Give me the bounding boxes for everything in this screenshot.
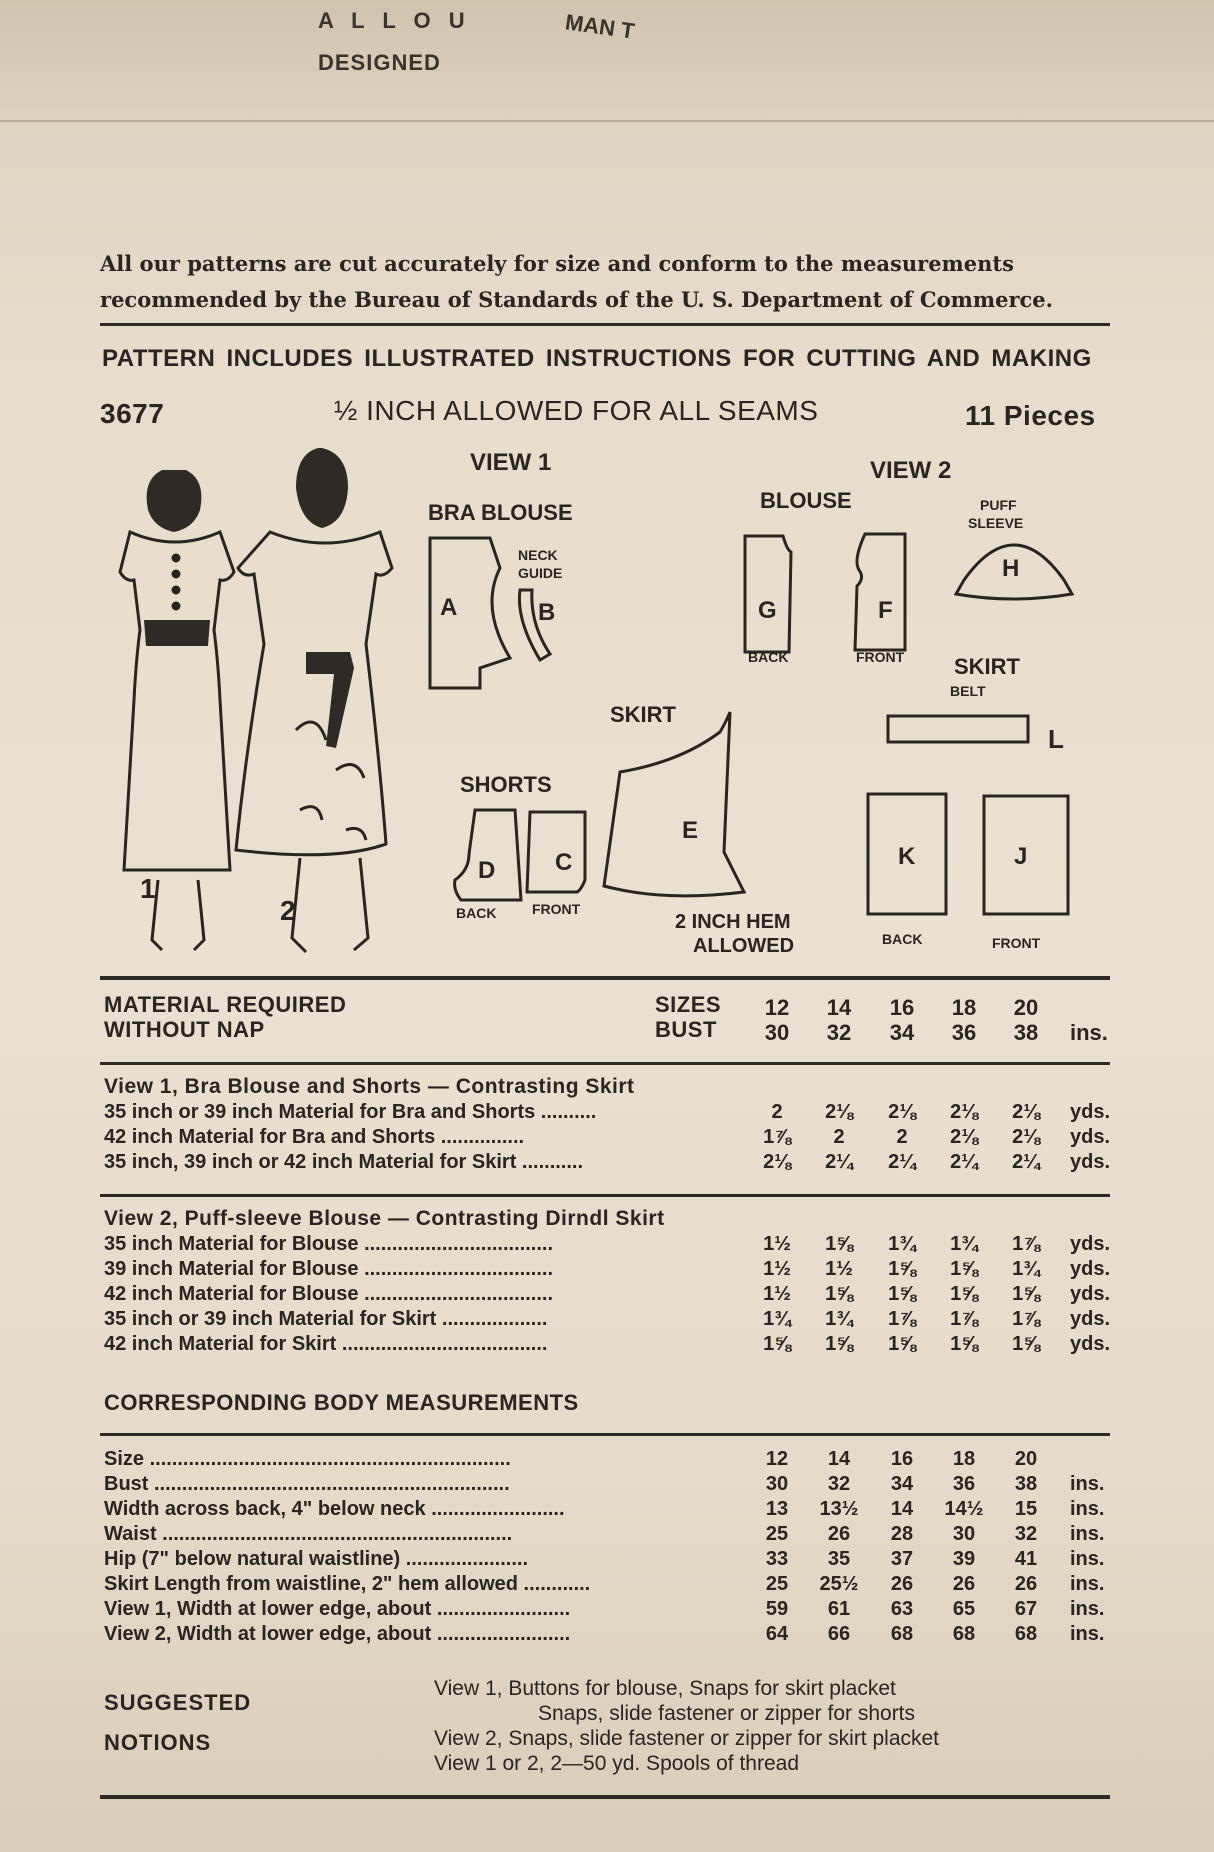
view2-material-description: 35 inch Material for Blouse ..................................: [104, 1233, 553, 1255]
body-measurement-unit: ins.: [1070, 1523, 1105, 1545]
divider: [100, 1062, 1110, 1065]
body-measurement-description: Size .................................................................: [104, 1448, 511, 1470]
body-measurement-unit: ins.: [1070, 1548, 1105, 1570]
divider: [100, 976, 1110, 980]
body-measurement-value: 65: [952, 1598, 976, 1620]
bust-36: 36: [951, 1020, 977, 1045]
view2-material-value: 1⅝: [950, 1283, 978, 1305]
piece-label-b: B: [538, 599, 556, 626]
view-2-label: VIEW 2: [870, 457, 952, 484]
body-measurement-description: View 2, Width at lower edge, about ........................: [104, 1623, 571, 1645]
blouse-front-label: FRONT: [856, 649, 905, 665]
view1-material-value: 2¼: [950, 1151, 978, 1173]
body-measurement-description: Skirt Length from waistline, 2" hem allowed ............: [104, 1573, 591, 1595]
piece-label-g: G: [758, 597, 777, 624]
includes-heading: PATTERN INCLUDES ILLUSTRATED INSTRUCTIONS FOR CUTTING AND MAKING: [102, 345, 1092, 372]
material-title-1: MATERIAL REQUIRED: [104, 992, 347, 1017]
body-measurement-unit: ins.: [1070, 1573, 1105, 1595]
piece-count: 11 Pieces: [965, 400, 1096, 431]
view2-material-value: 1⅞: [1012, 1308, 1040, 1330]
notions-line-2: Snaps, slide fastener or zipper for shorts: [538, 1702, 916, 1725]
view1-material-value: 2⅛: [950, 1126, 978, 1148]
view2-material-unit: yds.: [1070, 1283, 1111, 1305]
view1-material-value: 1⅞: [763, 1126, 791, 1148]
notions-label-1: SUGGESTED: [104, 1690, 252, 1715]
body-measurement-value: 16: [890, 1448, 914, 1470]
body-measurement-value: 26: [890, 1573, 914, 1595]
body-measurement-value: 59: [765, 1598, 789, 1620]
piece-label-c: C: [555, 849, 573, 876]
body-measurement-description: View 1, Width at lower edge, about ........................: [104, 1598, 571, 1620]
seam-allowance: ½ INCH ALLOWED FOR ALL SEAMS: [334, 395, 819, 426]
body-measurement-value: 14: [827, 1448, 851, 1470]
body-measurement-value: 25½: [819, 1573, 859, 1595]
body-measurement-value: 30: [952, 1523, 976, 1545]
body-measurement-value: 68: [1014, 1623, 1038, 1645]
view1-material-value: 2⅛: [950, 1101, 978, 1123]
notions-label-2: NOTIONS: [104, 1730, 212, 1755]
bust-34: 34: [889, 1020, 915, 1045]
piece-label-h: H: [1002, 555, 1020, 582]
body-measurement-unit: ins.: [1070, 1598, 1105, 1620]
bust-30: 30: [764, 1020, 790, 1045]
body-measurement-value: 26: [1014, 1573, 1038, 1595]
view1-material-description: 35 inch, 39 inch or 42 inch Material for Skirt ...........: [104, 1151, 584, 1173]
body-measurement-unit: ins.: [1070, 1623, 1105, 1645]
body-measurement-value: 63: [890, 1598, 914, 1620]
view2-material-value: 1⅝: [950, 1258, 978, 1280]
view2-material-unit: yds.: [1070, 1308, 1111, 1330]
size-16: 16: [889, 995, 915, 1020]
body-measurement-value: 68: [952, 1623, 976, 1645]
pattern-diagram: [100, 440, 1110, 960]
body-measurement-value: 25: [765, 1573, 789, 1595]
skirt-view2-label: SKIRT: [954, 654, 1020, 679]
piece-label-a: A: [440, 594, 458, 621]
divider: [100, 1194, 1110, 1197]
view1-material-value: 2⅛: [825, 1101, 853, 1123]
body-measurement-description: Bust ................................................................: [104, 1473, 510, 1495]
view2-material-value: 1½: [763, 1233, 791, 1255]
view1-material-value: 2⅛: [1012, 1101, 1040, 1123]
body-measurement-value: 13: [765, 1498, 789, 1520]
body-measurement-description: Width across back, 4" below neck ........................: [104, 1498, 565, 1520]
view2-material-description: 42 inch Material for Skirt .....................................: [104, 1333, 548, 1355]
body-measurement-value: 41: [1014, 1548, 1038, 1570]
piece-label-f: F: [878, 597, 893, 624]
shorts-back-label: BACK: [456, 905, 497, 921]
body-measurement-value: 66: [827, 1623, 851, 1645]
view2-material-unit: yds.: [1070, 1233, 1111, 1255]
skirt-front-label: FRONT: [992, 935, 1041, 951]
body-measurement-value: 13½: [819, 1498, 859, 1520]
body-measurement-value: 33: [765, 1548, 789, 1570]
body-measurement-value: 26: [952, 1573, 976, 1595]
view1-material-description: 42 inch Material for Bra and Shorts ...............: [104, 1126, 525, 1148]
view2-material-value: 1⅞: [950, 1308, 978, 1330]
body-measurement-description: Hip (7" below natural waistline) ......................: [104, 1548, 528, 1570]
body-measurement-value: 18: [952, 1448, 976, 1470]
view2-material-title: View 2, Puff-sleeve Blouse — Contrasting Dirndl Skirt: [104, 1207, 665, 1230]
view2-material-description: 39 inch Material for Blouse ..................................: [104, 1258, 553, 1280]
view-1-label: VIEW 1: [470, 449, 552, 476]
view2-material-value: 1¾: [888, 1233, 916, 1255]
intro-text: [100, 246, 1110, 318]
hem-note-1: 2 INCH HEM: [675, 911, 791, 933]
body-measurement-unit: ins.: [1070, 1498, 1105, 1520]
body-measurement-value: 14½: [944, 1498, 984, 1520]
size-12: 12: [764, 995, 790, 1020]
body-measurements-title: CORRESPONDING BODY MEASUREMENTS: [104, 1390, 579, 1415]
neck-guide-label-2: GUIDE: [518, 565, 563, 581]
bust-label: BUST: [655, 1017, 717, 1042]
view2-material-value: 1½: [825, 1258, 853, 1280]
view1-material-unit: yds.: [1070, 1101, 1111, 1123]
body-measurement-value: 26: [827, 1523, 851, 1545]
neck-guide-label-1: NECK: [518, 547, 558, 563]
body-measurement-unit: ins.: [1070, 1473, 1105, 1495]
view2-material-description: 42 inch Material for Blouse ..................................: [104, 1283, 553, 1305]
size-18: 18: [951, 995, 977, 1020]
flap-text-1: A L L O U: [318, 8, 471, 33]
skirt-back-label: BACK: [882, 931, 923, 947]
belt-label: BELT: [950, 683, 986, 699]
puff-sleeve-label-1: PUFF: [980, 497, 1017, 513]
view2-material-value: 1⅝: [825, 1233, 853, 1255]
view2-material-value: 1⅝: [1012, 1333, 1040, 1355]
view2-material-value: 1⅝: [825, 1283, 853, 1305]
view2-material-value: 1⅝: [888, 1283, 916, 1305]
view1-material-value: 2: [771, 1101, 783, 1123]
blouse-back-label: BACK: [748, 649, 789, 665]
view1-material-value: 2: [833, 1126, 845, 1148]
notions-line-1: View 1, Buttons for blouse, Snaps for skirt placket: [434, 1677, 896, 1700]
body-measurement-value: 15: [1014, 1498, 1038, 1520]
view2-material-value: 1⅝: [888, 1258, 916, 1280]
body-measurement-value: 61: [827, 1598, 851, 1620]
body-measurement-value: 14: [890, 1498, 914, 1520]
view2-material-value: 1½: [763, 1283, 791, 1305]
view2-material-value: 1⅝: [1012, 1283, 1040, 1305]
body-measurement-description: Waist ...............................................................: [104, 1523, 513, 1545]
body-measurement-value: 20: [1014, 1448, 1038, 1470]
intro-line-2: recommended by the Bureau of Standards of the U. S. Department of Commerce.: [100, 287, 1053, 312]
blouse-label: BLOUSE: [760, 488, 852, 513]
divider: [100, 1433, 1110, 1436]
body-measurement-value: 64: [765, 1623, 789, 1645]
body-measurement-value: 32: [1014, 1523, 1038, 1545]
view2-material-value: 1⅞: [888, 1308, 916, 1330]
view1-material-value: 2¼: [888, 1151, 916, 1173]
envelope-flap: [0, 0, 1214, 122]
view1-material-title: View 1, Bra Blouse and Shorts — Contrasting Skirt: [104, 1075, 635, 1098]
view2-material-value: 1⅞: [1012, 1233, 1040, 1255]
body-measurement-value: 38: [1014, 1473, 1038, 1495]
figure-1-illustration: [120, 470, 234, 950]
piece-label-d: D: [478, 857, 496, 884]
bra-blouse-label: BRA BLOUSE: [428, 500, 573, 525]
flap-text-1b: MAN T: [563, 9, 637, 44]
body-measurement-value: 37: [890, 1548, 914, 1570]
flap-text-2: DESIGNED: [318, 50, 441, 75]
figure-1-label: 1: [140, 873, 156, 904]
piece-label-k: K: [898, 843, 916, 870]
body-measurement-value: 34: [890, 1473, 914, 1495]
view2-material-value: 1¾: [1012, 1258, 1040, 1280]
bust-38: 38: [1013, 1020, 1039, 1045]
view1-material-value: 2: [896, 1126, 908, 1148]
body-measurement-value: 30: [765, 1473, 789, 1495]
view1-material-value: 2⅛: [763, 1151, 791, 1173]
body-measurement-value: 68: [890, 1623, 914, 1645]
divider: [100, 323, 1110, 326]
shorts-label: SHORTS: [460, 772, 552, 797]
view2-material-value: 1¾: [950, 1233, 978, 1255]
view2-material-value: 1⅝: [888, 1333, 916, 1355]
divider: [100, 1795, 1110, 1799]
shorts-front-label: FRONT: [532, 901, 581, 917]
notions-line-3: View 2, Snaps, slide fastener or zipper for skirt placket: [434, 1727, 940, 1750]
puff-sleeve-label-2: SLEEVE: [968, 515, 1024, 531]
view1-material-description: 35 inch or 39 inch Material for Bra and Shorts ..........: [104, 1101, 597, 1123]
body-measurement-value: 35: [827, 1548, 851, 1570]
view2-material-description: 35 inch or 39 inch Material for Skirt ...................: [104, 1308, 548, 1330]
body-measurement-value: 39: [952, 1548, 976, 1570]
hem-note-2: ALLOWED: [693, 935, 795, 957]
body-measurement-value: 28: [890, 1523, 914, 1545]
view1-material-value: 2¼: [825, 1151, 853, 1173]
bust-32: 32: [826, 1020, 852, 1045]
view1-material-value: 2¼: [1012, 1151, 1040, 1173]
view1-material-unit: yds.: [1070, 1126, 1111, 1148]
pattern-number: 3677: [100, 398, 165, 429]
notions-line-4: View 1 or 2, 2—50 yd. Spools of thread: [434, 1752, 799, 1775]
view1-material-value: 2⅛: [888, 1101, 916, 1123]
body-measurement-value: 12: [765, 1448, 789, 1470]
view2-material-value: 1⅝: [950, 1333, 978, 1355]
view1-material-value: 2⅛: [1012, 1126, 1040, 1148]
view2-material-unit: yds.: [1070, 1333, 1111, 1355]
intro-line-1: All our patterns are cut accurately for size and conform to the measurements: [100, 251, 1014, 276]
body-measurement-value: 32: [827, 1473, 851, 1495]
size-20: 20: [1013, 995, 1039, 1020]
body-measurement-value: 25: [765, 1523, 789, 1545]
piece-label-j: J: [1014, 843, 1028, 870]
view2-material-value: 1⅝: [825, 1333, 853, 1355]
view1-material-unit: yds.: [1070, 1151, 1111, 1173]
sizes-label: SIZES: [655, 992, 722, 1017]
body-measurement-value: 36: [952, 1473, 976, 1495]
skirt-view1-label: SKIRT: [610, 702, 676, 727]
figure-2-illustration: [236, 448, 392, 952]
view2-material-value: 1¾: [763, 1308, 791, 1330]
view2-material-value: 1⅝: [763, 1333, 791, 1355]
piece-label-l: L: [1048, 724, 1064, 754]
view2-material-value: 1¾: [825, 1308, 853, 1330]
view2-material-value: 1½: [763, 1258, 791, 1280]
view2-material-unit: yds.: [1070, 1258, 1111, 1280]
body-measurement-value: 67: [1014, 1598, 1038, 1620]
bust-unit: ins.: [1070, 1020, 1108, 1045]
piece-label-e: E: [682, 817, 699, 844]
material-title-2: WITHOUT NAP: [104, 1017, 265, 1042]
figure-2-label: 2: [280, 895, 296, 926]
size-14: 14: [826, 995, 852, 1020]
